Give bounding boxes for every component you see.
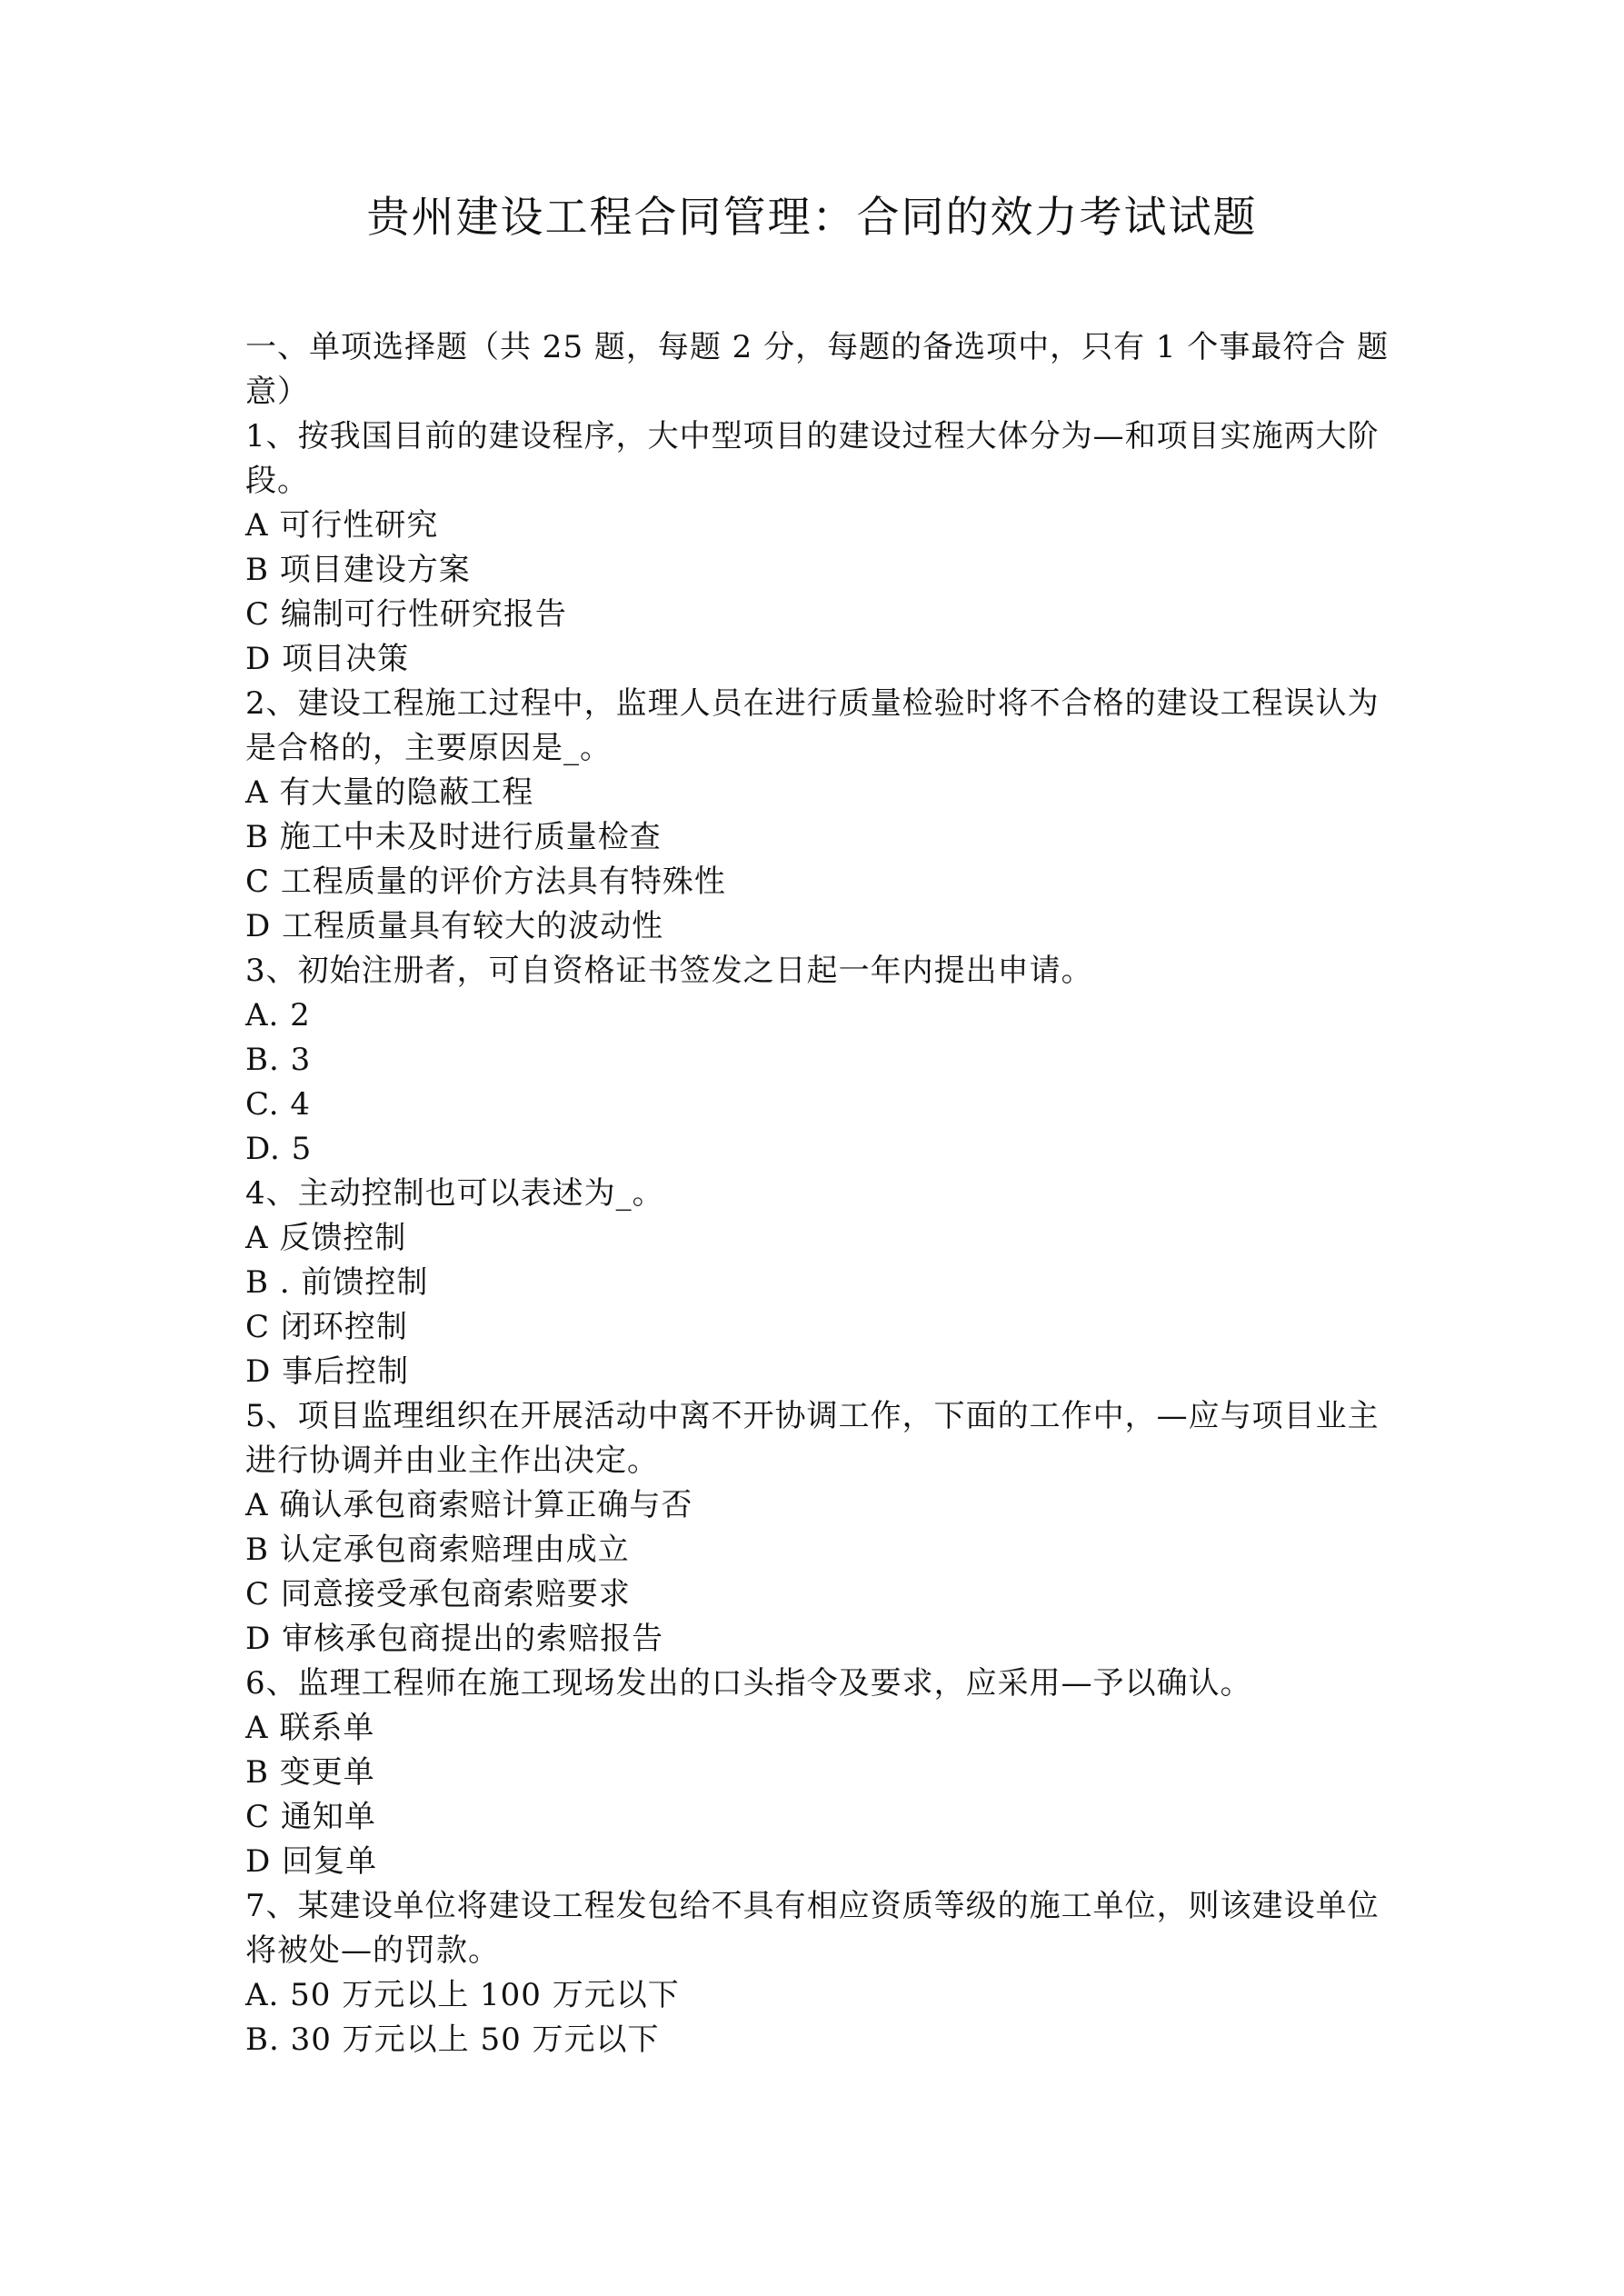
option-a: A 可行性研究 [245, 507, 439, 544]
option-d: D 审核承包商提出的索赔报告 [245, 1621, 664, 1657]
option-c: C 编制可行性研究报告 [245, 596, 567, 633]
option-c: C 通知单 [245, 1799, 376, 1835]
question-5 [245, 1394, 1400, 1662]
option-b: B. 30 万元以上 50 万元以下 [245, 2021, 660, 2058]
option-b: B 认定承包商索赔理由成立 [245, 1532, 630, 1568]
question-stem: 7、某建设单位将建设工程发包给不具有相应资质等级的施工单位，则该建设单位将被处—的罚款。 [245, 1888, 1380, 1969]
question-6 [245, 1662, 1400, 1884]
question-4 [245, 1172, 1400, 1394]
option-c: C 闭环控制 [245, 1309, 408, 1345]
question-stem: 1、按我国目前的建设程序，大中型项目的建设过程大体分为—和项目实施两大阶段。 [245, 418, 1380, 499]
option-a: A. 2 [245, 997, 311, 1033]
option-b: B 变更单 [245, 1754, 375, 1791]
option-a: A. 50 万元以上 100 万元以下 [245, 1977, 680, 2013]
question-3 [245, 949, 1400, 1172]
option-b: B. 3 [245, 1042, 312, 1078]
option-d: D 工程质量具有较大的波动性 [245, 908, 664, 944]
option-c: C 同意接受承包商索赔要求 [245, 1576, 631, 1612]
option-c: C. 4 [245, 1086, 312, 1123]
option-d: D. 5 [245, 1131, 313, 1167]
question-stem: 3、初始注册者，可自资格证书签发之日起一年内提出申请。 [245, 953, 1093, 989]
question-1 [245, 414, 1400, 682]
option-c: C 工程质量的评价方法具有特殊性 [245, 863, 726, 900]
question-stem: 4、主动控制也可以表述为_。 [245, 1175, 664, 1212]
option-a: A 确认承包商索赔计算正确与否 [245, 1487, 693, 1523]
option-a: A 联系单 [245, 1710, 375, 1746]
question-stem: 6、监理工程师在施工现场发出的口头指令及要求，应采用—予以确认。 [245, 1665, 1252, 1702]
option-d: D 回复单 [245, 1843, 378, 1880]
question-2 [245, 682, 1400, 949]
document-body [245, 325, 1400, 2062]
option-a: A 反馈控制 [245, 1220, 407, 1256]
option-b: B 项目建设方案 [245, 552, 471, 588]
document-title: 贵州建设工程合同管理：合同的效力考试试题 [366, 193, 1258, 243]
section-heading: 一、单项选择题（共 25 题，每题 2 分，每题的备选项中，只有 1 个事最符合 题意） [245, 329, 1390, 410]
question-7 [245, 1884, 1400, 2062]
option-b: B 施工中未及时进行质量检查 [245, 819, 662, 855]
option-a: A 有大量的隐蔽工程 [245, 774, 534, 811]
option-d: D 事后控制 [245, 1353, 410, 1390]
question-stem: 2、建设工程施工过程中，监理人员在进行质量检验时将不合格的建设工程误认为是合格的，主要原因是_。 [245, 685, 1380, 766]
option-d: D 项目决策 [245, 641, 410, 677]
question-stem: 5、项目监理组织在开展活动中离不开协调工作，下面的工作中，—应与项目业主进行协调并由业主作出决定。 [245, 1398, 1380, 1479]
option-b: B . 前馈控制 [245, 1264, 429, 1301]
